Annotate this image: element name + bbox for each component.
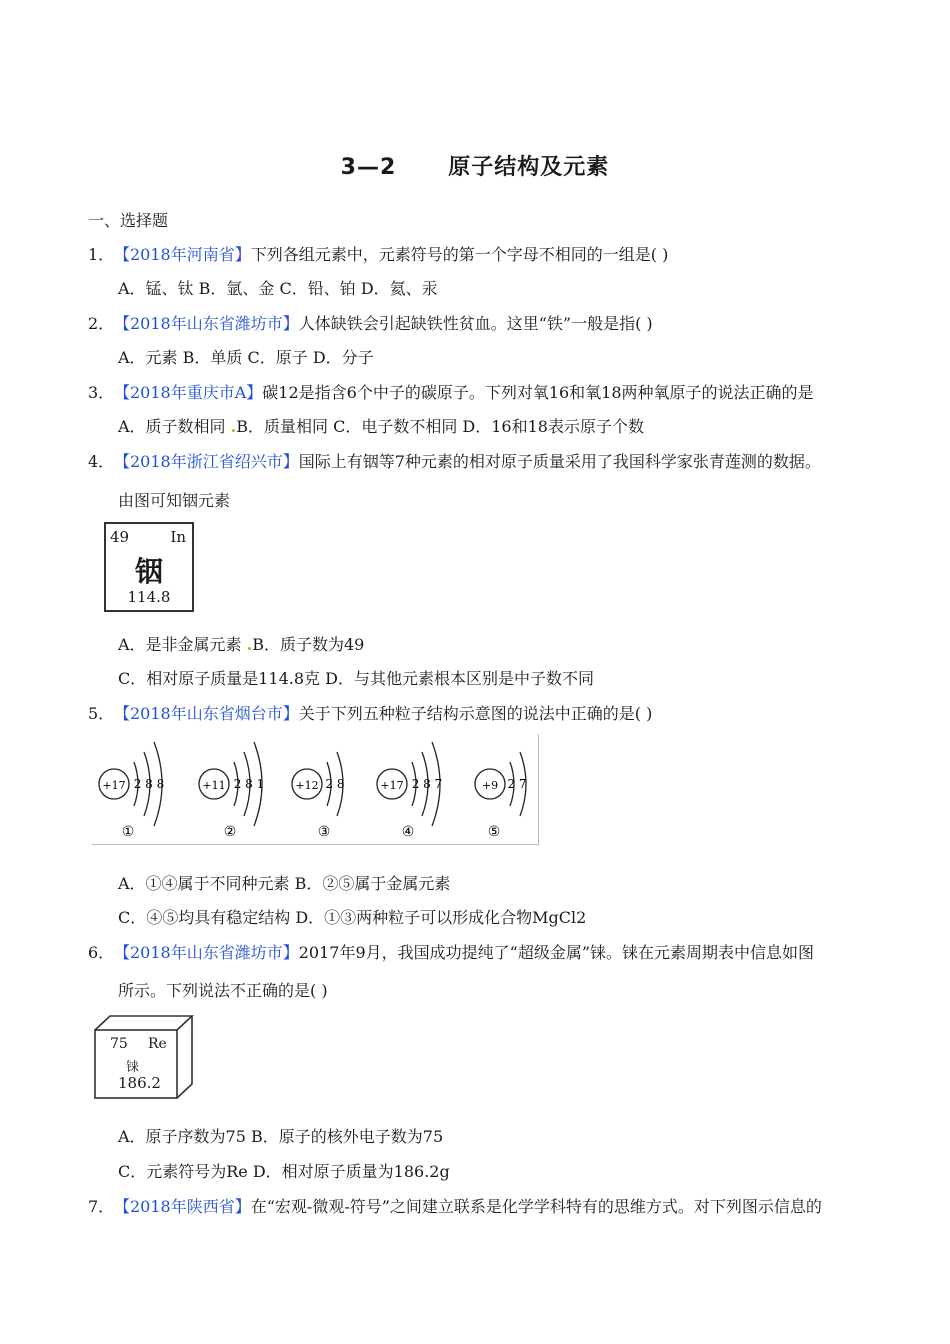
question-6-options-2: C．元素符号为Re D．相对原子质量为186.2g (118, 1162, 450, 1181)
question-2: 2．【2018年山东省潍坊市】人体缺铁会引起缺铁性贫血。这里“铁”一般是指( ) (88, 314, 653, 333)
question-6-source: 【2018年山东省潍坊市】 (114, 943, 299, 962)
particle-5-label: ⑤ (487, 824, 501, 840)
particle-1-nucleus: +17 (102, 779, 126, 792)
section-heading: 一、选择题 (88, 211, 169, 230)
question-6-options-1: A．原子序数为75 B．原子的核外电子数为75 (118, 1127, 444, 1146)
particle-1 (99, 742, 164, 840)
question-3: 3．【2018年重庆市A】碳12是指含6个中子的碳原子。下列对氧16和氧18两种氧原子的说法正确的是 (88, 383, 814, 402)
element-mass: 114.8 (127, 588, 171, 606)
particle-diagrams (92, 734, 539, 845)
particle-1-shells: 2 8 8 (133, 777, 165, 791)
question-5-source: 【2018年山东省烟台市】 (114, 704, 299, 723)
question-6: 6．【2018年山东省潍坊市】2017年9月，我国成功提纯了“超级金属”铼。铼在元素周期表中信息如图 (88, 943, 814, 962)
question-3-options: A．质子数相同 .B．质量相同 C．电子数不相同 D．16和18表示原子个数 (118, 417, 644, 436)
question-1-source: 【2018年河南省】 (114, 245, 251, 264)
question-4-source: 【2018年浙江省绍兴市】 (114, 452, 299, 471)
question-3-source: 【2018年重庆市A】 (114, 383, 263, 402)
element-symbol: In (170, 528, 186, 546)
question-2-options: A．元素 B．单质 C．原子 D．分子 (118, 348, 374, 367)
page-title (0, 150, 950, 181)
element-number: 75 (110, 1036, 128, 1052)
question-4-options-1: A．是非金属元素 .B．质子数为49 (118, 635, 365, 654)
question-7-source: 【2018年陕西省】 (114, 1197, 251, 1216)
title-number: 3—2 (340, 155, 397, 180)
particle-diagrams-svg (92, 734, 538, 844)
particle-3-nucleus: +12 (295, 779, 319, 792)
question-4-text-cont: 由图可知铟元素 (118, 491, 231, 510)
question-7: 7．【2018年陕西省】在“宏观-微观-符号”之间建立联系是化学学科特有的思维方式。对下列图示信息的 (88, 1197, 822, 1216)
element-card-rhenium (92, 1012, 198, 1102)
particle-4 (377, 742, 442, 840)
question-1: 1．【2018年河南省】下列各组元素中，元素符号的第一个字母不相同的一组是( ) (88, 245, 669, 264)
element-name: 铟 (134, 555, 163, 588)
particle-2-nucleus: +11 (202, 779, 226, 792)
question-5-options-2: C．④⑤均具有稳定结构 D．①③两种粒子可以形成化合物MgCl2 (118, 908, 587, 927)
particle-3 (292, 752, 345, 840)
question-6-text-cont: 所示。下列说法不正确的是( ) (118, 981, 328, 1000)
particle-1-label: ① (121, 824, 135, 840)
particle-2 (199, 742, 264, 840)
title-text: 原子结构及元素 (448, 155, 610, 180)
particle-4-shells: 2 8 7 (411, 777, 443, 791)
particle-3-shells: 2 8 (325, 777, 345, 791)
decorative-dot: . (230, 417, 237, 436)
particle-3-label: ③ (317, 824, 331, 840)
element-number: 49 (110, 528, 130, 546)
question-1-options: A．锰、钛 B．氩、金 C．铅、铂 D．氦、汞 (118, 279, 438, 298)
question-4-options-2: C．相对原子质量是114.8克 D．与其他元素根本区别是中子数不同 (118, 669, 594, 688)
particle-5-shells: 2 7 (507, 777, 527, 791)
element-mass: 186.2 (118, 1074, 161, 1092)
particle-2-shells: 2 8 1 (233, 777, 265, 791)
question-4: 4．【2018年浙江省绍兴市】国际上有铟等7种元素的相对原子质量采用了我国科学家张青莲测的数据。 (88, 452, 821, 471)
question-2-source: 【2018年山东省潍坊市】 (114, 314, 299, 333)
particle-4-label: ④ (401, 824, 415, 840)
element-name: 铼 (126, 1060, 140, 1075)
particle-2-label: ② (223, 824, 237, 840)
question-5-options-1: A．①④属于不同种元素 B．②⑤属于金属元素 (118, 874, 451, 893)
question-5: 5．【2018年山东省烟台市】关于下列五种粒子结构示意图的说法中正确的是( ) (88, 704, 653, 723)
particle-5 (475, 752, 527, 840)
particle-4-nucleus: +17 (380, 779, 404, 792)
element-symbol: Re (148, 1036, 167, 1052)
decorative-dot: . (246, 635, 253, 654)
particle-5-nucleus: +9 (481, 779, 499, 792)
element-card-indium (104, 522, 194, 612)
